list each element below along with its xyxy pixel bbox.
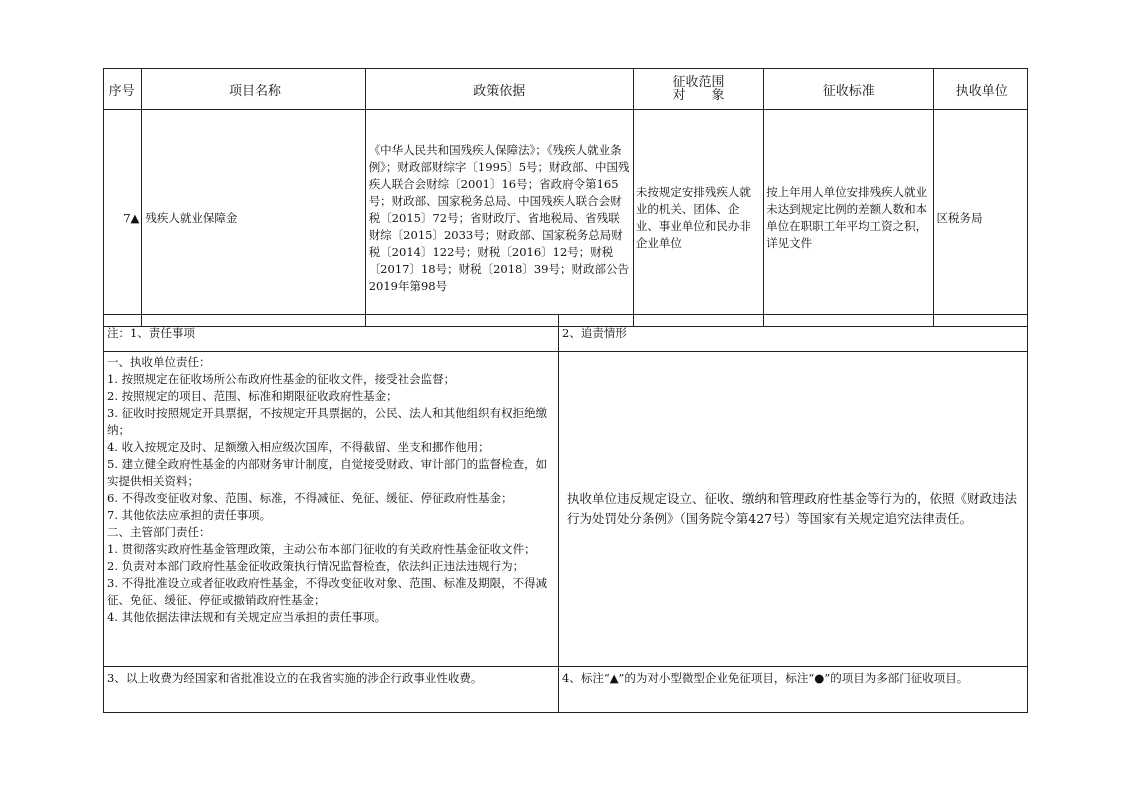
table-header-row [104,69,1028,110]
list-item: 2. 按照规定的项目、范围、标准和期限征收政府性基金； [107,389,398,403]
list-item: 一、执收单位责任： [107,355,211,369]
header-scope [633,69,763,110]
row-unit: 区税务局 [934,110,1028,327]
note3-text: 3、以上收费为经国家和省批准设立的在我省实施的涉企行政事业性收费。 [104,667,559,713]
fee-table [103,68,1028,327]
list-item: 1. 贯彻落实政府性基金管理政策，主动公布本部门征收的有关政府性基金征收文件； [107,542,536,556]
list-item: 4. 收入按规定及时、足额缴入相应级次国库，不得截留、坐支和挪作他用； [107,440,490,454]
row-standard: 按上年用人单位安排残疾人就业未达到规定比例的差额人数和本单位在职职工年平均工资之积，详见文件 [764,110,934,327]
row-basis: 《中华人民共和国残疾人保障法》；《残疾人就业条例》；财政部财综字〔1995〕5号；财政部、中国残疾人联合会财综〔2001〕16号；省政府令第165号；财政部、国家税务总局、中国残疾人联合会财税〔2015〕72号；省财政厅、省地税局、省残联财综〔2015〕2033号；财政部、国家税务总局财税〔2014〕122号；财税〔2016〕12号；财税〔2017〕18号；财税〔2018〕39号；财政部公告2019年第98号 [365,110,633,327]
note4-text: 4、标注“▲”的为对小型微型企业免征项目，标注“●”的项目为多部门征收项目。 [559,667,1028,713]
header-seq: 序号 [104,69,142,110]
table-row [104,110,1028,327]
list-item: 1. 按照规定在征收场所公布政府性基金的征收文件，接受社会监督； [107,372,456,386]
row-scope: 未按规定安排残疾人就业的机关、团体、企业、事业单位和民办非企业单位 [633,110,763,327]
header-basis: 政策依据 [365,69,633,110]
list-item: 3. 征收时按照规定开具票据，不按规定开具票据的，公民、法人和其他组织有权拒绝缴纳； [107,406,548,437]
header-scope-line1: 征收范围 [672,75,725,90]
list-item: 3. 不得批准设立或者征收政府性基金，不得改变征收对象、范围、标准及期限，不得减征、免征、缓征、停征或撤销政府性基金； [107,576,548,607]
list-item: 二、主管部门责任： [107,525,211,539]
header-unit: 执收单位 [934,69,1028,110]
header-scope-line2: 对 象 [672,88,725,103]
notes-table [103,314,1028,713]
list-item: 6. 不得改变征收对象、范围、标准，不得减征、免征、缓征、停征政府性基金； [107,491,513,505]
list-item: 4. 其他依据法律法规和有关规定应当承担的责任事项。 [107,610,387,624]
row-seq: 7▲ [104,110,142,327]
list-item: 5. 建立健全政府性基金的内部财务审计制度，自觉接受财政、审计部门的监督检查，如实提供相关资料； [107,457,548,488]
note1-title: 注：1、责任事项 [104,315,559,352]
header-standard: 征收标准 [764,69,934,110]
list-item: 7. 其他依法应承担的责任事项。 [107,508,272,522]
header-name: 项目名称 [142,69,365,110]
accountability-text: 执收单位违反规定设立、征收、缴纳和管理政府性基金等行为的，依照《财政违法行为处罚处分条例》（国务院令第427号）等国家有关规定追究法律责任。 [559,352,1028,667]
note2-title: 2、追责情形 [559,315,1028,352]
list-item: 2. 负责对本部门政府性基金征收政策执行情况监督检查，依法纠正违法违规行为； [107,559,525,573]
duties-list [104,352,559,667]
row-name: 残疾人就业保障金 [142,110,365,327]
